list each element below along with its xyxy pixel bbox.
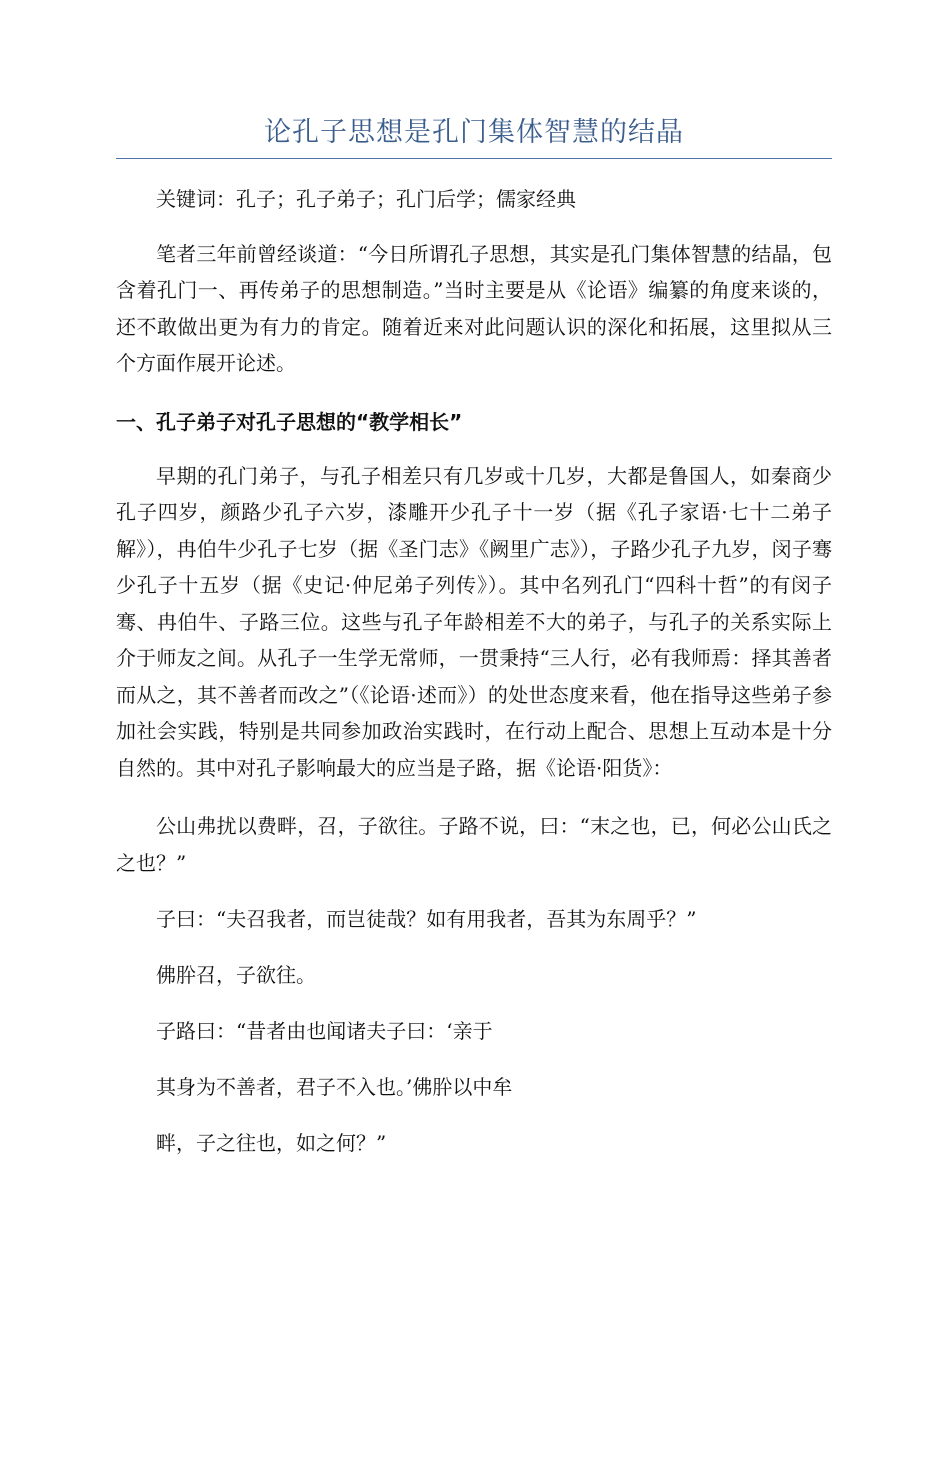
document-title: 论孔子思想是孔门集体智慧的结晶 xyxy=(116,116,832,159)
keywords-line: 关键词：孔子；孔子弟子；孔门后学；儒家经典 xyxy=(156,187,576,211)
quote-line: 其身为不善者，君子不入也。’佛肸以中牟 xyxy=(156,1075,513,1099)
quote-line: 畔，子之往也，如之何？” xyxy=(156,1131,387,1155)
body-paragraph: 早期的孔门弟子，与孔子相差只有几岁或十几岁，大都是鲁国人，如秦商少孔子四岁，颜路少孔子六岁，漆雕开少孔子十一岁（据《孔子家语·七十二弟子解》），冉伯牛少孔子七岁（据《圣门志》《阙里广志》），子路少孔子九岁，闵子骞少孔子十五岁（据《史记·仲尼弟子列传》）。其中名列孔门“四科十哲”的有闵子骞、冉伯牛、子路三位。这些与孔子年龄相差不大的弟子，与孔子的关系实际上介于师友之间。从孔子一生学无常师，一贯秉持“三人行，必有我师焉：择其善者而从之，其不善者而改之”（《论语·述而》）的处世态度来看，他在指导这些弟子参加社会实践，特别是共同参加政治实践时，在行动上配合、思想上互动本是十分自然的。其中对孔子影响最大的应当是子路，据《论语·阳货》： xyxy=(116,463,832,780)
quote-paragraph: 公山弗扰以费畔，召，子欲往。子路不说，曰：“末之也，已，何必公山氏之之也？” xyxy=(116,814,832,875)
document-page xyxy=(0,116,950,1460)
quote-line: 子曰：“夫召我者，而岂徒哉？如有用我者，吾其为东周乎？” xyxy=(156,907,697,931)
quote-line: 佛肸召，子欲往。 xyxy=(156,963,316,987)
intro-paragraph: 笔者三年前曾经谈道：“今日所谓孔子思想，其实是孔门集体智慧的结晶，包含着孔门一、再传弟子的思想制造。”当时主要是从《论语》编纂的角度来谈的，还不敢做出更为有力的肯定。随着近来对此问题认识的深化和拓展，这里拟从三个方面作展开论述。 xyxy=(116,241,832,375)
section-heading: 一、孔子弟子对孔子思想的“教学相长” xyxy=(116,409,463,434)
quote-line: 子路曰：“昔者由也闻诸夫子曰：‘亲于 xyxy=(156,1019,493,1043)
